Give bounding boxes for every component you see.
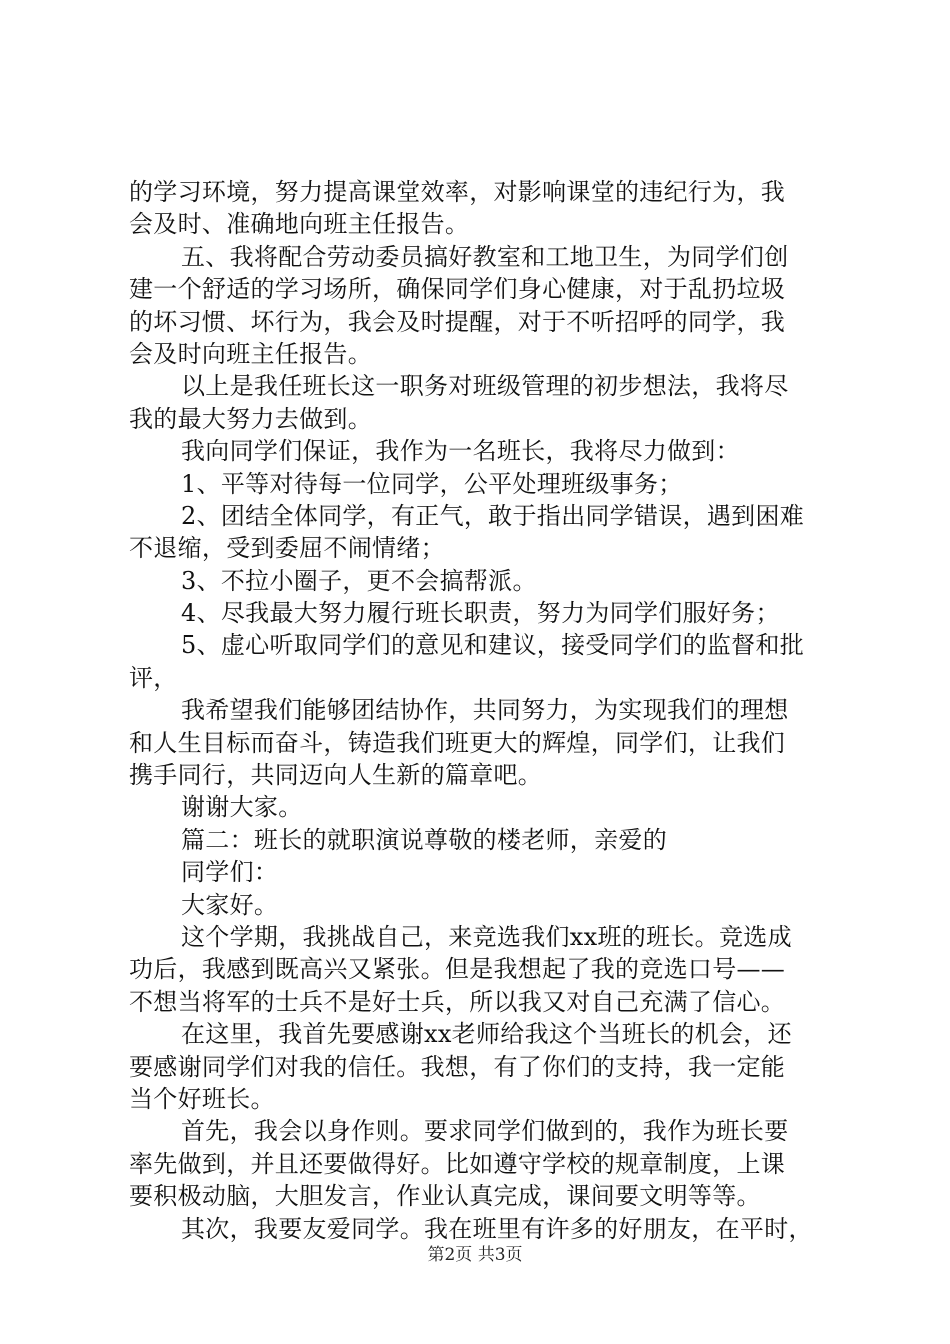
text-line: 谢谢大家。	[181, 793, 303, 822]
text-line: 评，	[129, 663, 178, 692]
text-line: 在这里，我首先要感谢xx老师给我这个当班长的机会，还	[181, 1020, 792, 1049]
text-line: 和人生目标而奋斗，铸造我们班更大的辉煌，同学们，让我们	[129, 728, 786, 757]
text-line: 篇二：班长的就职演说尊敬的楼老师，亲爱的	[181, 825, 667, 854]
text-line: 我的最大努力去做到。	[129, 404, 372, 433]
text-line: 同学们：	[181, 858, 279, 887]
document-body	[129, 176, 829, 1245]
text-line: 五、我将配合劳动委员搞好教室和工地卫生，为同学们创	[181, 242, 789, 271]
text-line: 不退缩，受到委屈不闹情绪；	[129, 534, 445, 563]
text-line: 的学习环境，努力提高课堂效率，对影响课堂的违纪行为，我	[129, 178, 786, 206]
text-line: 当个好班长。	[129, 1084, 275, 1113]
text-line: 要感谢同学们对我的信任。我想，有了你们的支持，我一定能	[129, 1052, 786, 1081]
text-line: 我向同学们保证，我作为一名班长，我将尽力做到：	[181, 437, 740, 466]
text-line: 功后，我感到既高兴又紧张。但是我想起了我的竞选口号——	[129, 955, 786, 984]
text-line: 建一个舒适的学习场所，确保同学们身心健康，对于乱扔垃圾	[129, 275, 786, 304]
text-line: 3、不拉小圈子，更不会搞帮派。	[181, 566, 537, 595]
text-line: 2、团结全体同学，有正气，敢于指出同学错误，遇到困难	[181, 501, 805, 530]
text-line: 首先，我会以身作则。要求同学们做到的，我作为班长要	[181, 1117, 789, 1146]
text-line: 要积极动脑，大胆发言，作业认真完成，课间要文明等等。	[129, 1182, 761, 1211]
text-line: 这个学期，我挑战自己，来竞选我们xx班的班长。竞选成	[181, 922, 792, 951]
text-line: 4、尽我最大努力履行班长职责，努力为同学们服好务；	[181, 599, 780, 628]
text-line: 的坏习惯、坏行为，我会及时提醒，对于不听招呼的同学，我	[129, 307, 786, 336]
text-line: 5、虚心听取同学们的意见和建议，接受同学们的监督和批	[181, 631, 805, 660]
text-line: 以上是我任班长这一职务对班级管理的初步想法，我将尽	[181, 372, 789, 401]
text-line: 其次，我要友爱同学。我在班里有许多的好朋友，在平时，	[181, 1214, 813, 1243]
text-line: 我希望我们能够团结协作，共同努力，为实现我们的理想	[181, 696, 789, 725]
text-line: 会及时向班主任报告。	[129, 339, 372, 368]
text-line: 会及时、准确地向班主任报告。	[129, 210, 470, 239]
text-line: 1、平等对待每一位同学，公平处理班级事务；	[181, 469, 683, 498]
text-line: 大家好。	[181, 890, 279, 919]
page-footer: 第2页 共3页	[427, 1245, 523, 1265]
text-line: 不想当将军的士兵不是好士兵，所以我又对自己充满了信心。	[129, 987, 786, 1016]
text-line: 携手同行，共同迈向人生新的篇章吧。	[129, 761, 543, 790]
text-line: 率先做到，并且还要做得好。比如遵守学校的规章制度，上课	[129, 1149, 786, 1178]
